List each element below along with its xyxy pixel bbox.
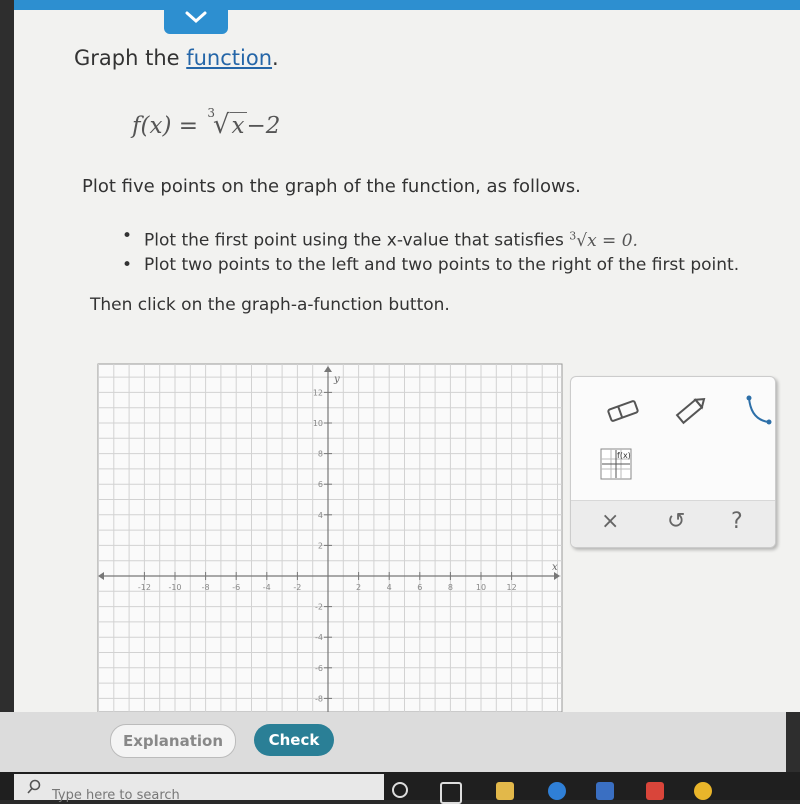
- x-tick-label: -10: [168, 583, 182, 592]
- mail-icon[interactable]: [596, 782, 614, 800]
- y-tick-label: 6: [317, 480, 323, 490]
- undo-icon[interactable]: ↺: [667, 509, 686, 534]
- toolbar-actions: [571, 500, 775, 547]
- y-tick-label: 8: [317, 449, 323, 459]
- radical-sign: √: [576, 230, 588, 251]
- explanation-button[interactable]: Explanation: [110, 724, 236, 758]
- y-tick-label: 4: [317, 510, 323, 520]
- y-tick-label: -2: [315, 602, 323, 612]
- taskbar-search-box[interactable]: [14, 774, 384, 803]
- formula-radicand: x: [231, 113, 245, 139]
- x-tick-label: -4: [262, 583, 271, 592]
- graph-function-button[interactable]: [599, 447, 633, 481]
- function-formula: [132, 106, 281, 140]
- curve-tool-button[interactable]: [741, 393, 775, 429]
- x-tick-label: 6: [417, 583, 423, 592]
- edge-icon[interactable]: [548, 782, 566, 800]
- bullet-dot: •: [122, 226, 133, 246]
- pencil-icon: [673, 394, 709, 426]
- instruction-text: Plot five points on the graph of the function, as follows.: [82, 176, 581, 197]
- title-prefix: Graph the: [74, 46, 187, 70]
- browser-screen: [14, 0, 800, 712]
- cortana-icon[interactable]: [392, 782, 408, 798]
- x-tick-label: -2: [293, 583, 302, 592]
- curve-icon: [743, 394, 773, 428]
- graph-function-icon: [600, 448, 632, 480]
- list-item: [122, 224, 739, 253]
- x-tick-label: 12: [506, 583, 517, 592]
- search-icon: [26, 779, 42, 795]
- help-icon[interactable]: ?: [731, 509, 743, 534]
- formula-root-index: 3: [207, 106, 215, 120]
- top-band: [14, 0, 800, 10]
- list-item: [122, 253, 739, 277]
- formula-tail: −2: [246, 113, 281, 139]
- graph-canvas[interactable]: [96, 360, 566, 712]
- function-link[interactable]: function: [186, 46, 273, 70]
- check-button[interactable]: Check: [254, 724, 334, 756]
- bullet2-text: Plot two points to the left and two points to the right of the first point.: [144, 254, 740, 275]
- pencil-button[interactable]: [671, 393, 711, 427]
- collapse-toggle-button[interactable]: [164, 0, 228, 34]
- question-title: [74, 46, 279, 70]
- chrome-icon[interactable]: [694, 782, 712, 800]
- bullet1-math: x = 0.: [587, 230, 638, 251]
- svg-text:f(x): f(x): [617, 451, 631, 460]
- x-tick-label: -8: [201, 583, 210, 592]
- x-tick-label: -12: [137, 583, 151, 592]
- graph-toolbar: [570, 376, 776, 548]
- eraser-button[interactable]: [603, 395, 643, 427]
- gmail-icon[interactable]: [646, 782, 664, 800]
- close-icon[interactable]: ×: [601, 509, 620, 534]
- x-tick-label: -6: [232, 583, 241, 592]
- y-tick-label: -6: [315, 663, 323, 673]
- bullet1-text: Plot the first point using the x-value that satisfies: [144, 230, 564, 251]
- bullet-dot: •: [122, 254, 133, 275]
- y-axis-label: y: [334, 374, 340, 385]
- bullet1-root-index: 3: [569, 229, 577, 242]
- chevron-down-icon: [183, 9, 209, 25]
- search-placeholder: Type here to search: [52, 788, 180, 803]
- radical-sign: √: [212, 110, 230, 140]
- then-text: Then click on the graph-a-function button.: [90, 295, 450, 315]
- y-tick-label: 12: [312, 388, 323, 398]
- file-explorer-icon[interactable]: [496, 782, 514, 800]
- x-tick-label: 10: [475, 583, 487, 592]
- x-axis-label: x: [552, 562, 558, 573]
- y-tick-label: -8: [315, 694, 323, 704]
- x-tick-label: 8: [447, 583, 453, 592]
- x-tick-label: 2: [356, 583, 362, 592]
- windows-taskbar: [0, 772, 800, 803]
- x-tick-label: 4: [386, 583, 392, 592]
- y-tick-label: -4: [315, 633, 323, 643]
- task-view-icon[interactable]: [440, 782, 462, 804]
- instruction-list: [122, 224, 739, 277]
- formula-lhs: f(x) =: [132, 113, 206, 139]
- y-tick-label: 2: [317, 541, 323, 551]
- footer-bar: [0, 712, 786, 772]
- y-tick-label: 10: [312, 419, 323, 428]
- graph-background: [98, 364, 562, 712]
- title-suffix: .: [272, 46, 279, 70]
- eraser-icon: [605, 399, 641, 423]
